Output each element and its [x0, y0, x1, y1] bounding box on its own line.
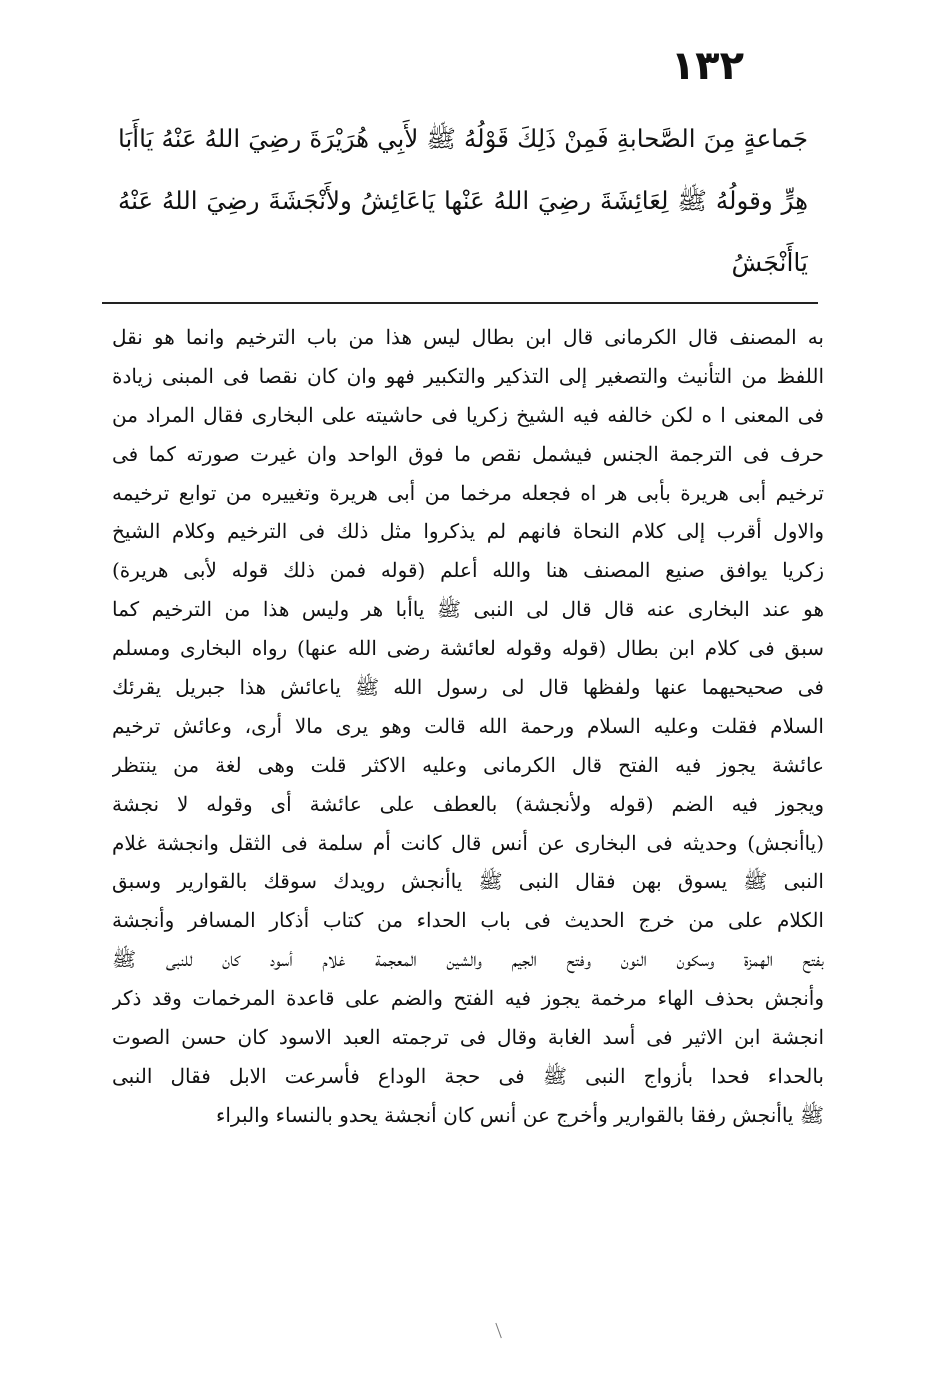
scan-mark	[495, 1322, 504, 1338]
footnote-line: وأنجش بحذف الهاء مرخمة يجوز فيه الفتح والضم على قاعدة المرخمات وقد ذكر	[112, 986, 824, 1011]
footnote-line: به المصنف قال الكرمانى قال ابن بطال ليس هذا من باب الترخيم وانما هو نقل	[112, 325, 824, 349]
footnote-line: فى المعنى ا ه لكن خالفه فيه الشيخ زكريا فى حاشيته على البخارى فقال المراد من	[112, 402, 824, 427]
footnote-line: هو عند البخارى عنه قال قال لى النبى ﷺ ياأبا هر وليس هذا من الترخيم كما	[112, 597, 824, 622]
footnote-line: ترخيم أبى هريرة بأبى هر اه فجعله مرخما من أبى هريرة وتغييره من توابع ترخيمه	[112, 480, 824, 505]
footnote-line: حرف فى الترجمة الجنس فيشمل نقص ما فوق الواحد وان غيرت صورته كما فى	[112, 441, 824, 466]
footnote-line: الكلام على من خرج الحديث فى باب الحداء من كتاب أذكار المسافر وأنجشة	[112, 908, 824, 933]
main-text	[118, 108, 808, 294]
footnote-line: زكريا يوافق صنيع المصنف هنا والله أعلم (قوله فمن ذلك قوله لأبى هريرة)	[112, 558, 824, 583]
footnote-line: فى صحيحيهما عنها ولفظها قال لى رسول الله ﷺ ياعائش هذا جبريل يقرئك	[112, 675, 824, 700]
footnote-line: بفتح الهمزة وسكون النون وفتح الجيم والشين المعجمة غلام أسود كان للنبى ﷺ	[112, 947, 824, 972]
footnote-line: ﷺ ياأنجش رفقا بالقوارير وأخرج عن أنس كان أنجشة يحدو بالنساء والبراء	[215, 1102, 824, 1127]
footnote-line: ويجوز فيه الضم (قوله ولأنجشة) بالعطف على عائشة أى وقوله لا نجشة	[112, 791, 824, 816]
main-text-line: هِرٍّ وقولُهُ ﷺ لِعَائِشَةَ رضِيَ اللهُ عَنْها يَاعَائِشُ ولأَنْجَشَةَ رضِيَ اللهُ عَنْهُ	[118, 186, 808, 215]
footnote-line: والاول أقرب إلى كلام النحاة فانهم لم يذكروا مثل ذلك فى الترخيم وكلام الشيخ	[112, 519, 824, 544]
footnote-line: (ياأنجش) وحديثه فى البخارى عن أنس قال كانت أم سلمة فى الثقل وانجشة غلام	[112, 830, 824, 855]
footnote-line: النبى ﷺ يسوق بهن فقال النبى ﷺ ياأنجش رويدك سوقك بالقوارير وسبق	[112, 869, 824, 894]
footnote-line: السلام فقلت وعليه السلام ورحمة الله قالت وهو يرى مالا أرى، وعائش ترخيم	[112, 713, 824, 738]
footnote-divider	[102, 302, 818, 304]
footnotes	[112, 318, 824, 1135]
footnote-line: عائشة يجوز فيه الفتح قال الكرمانى وعليه الاكثر قلت وهى لغة من ينتظر	[112, 752, 824, 777]
footnote-line: اللفظ من التأنيث والتصغير إلى التذكير والتكبير فهو وان كان نقصا فى المبنى زيادة	[112, 363, 824, 388]
footnote-line: سبق فى كلام ابن بطال (قوله وقوله لعائشة رضى الله عنها) رواه البخارى ومسلم	[112, 636, 824, 661]
main-text-line: يَاأَنْجَشُ	[731, 248, 808, 277]
footnote-line: بالحداء فحدا بأزواج النبى ﷺ فى حجة الوداع فأسرعت الابل فقال النبى	[112, 1063, 824, 1088]
footnote-line: انجشة ابن الاثير فى أسد الغابة وقال فى ترجمته العبد الاسود كان حسن الصوت	[112, 1025, 824, 1050]
main-text-line: جَماعةٍ مِنَ الصَّحابةِ فَمِنْ ذَلِكَ قَوْلُهُ ﷺ لأَبِي هُرَيْرَةَ رضِيَ اللهُ عَنْهُ يَاأَبَا	[118, 124, 808, 153]
page-number: ١٣٢	[670, 43, 744, 89]
